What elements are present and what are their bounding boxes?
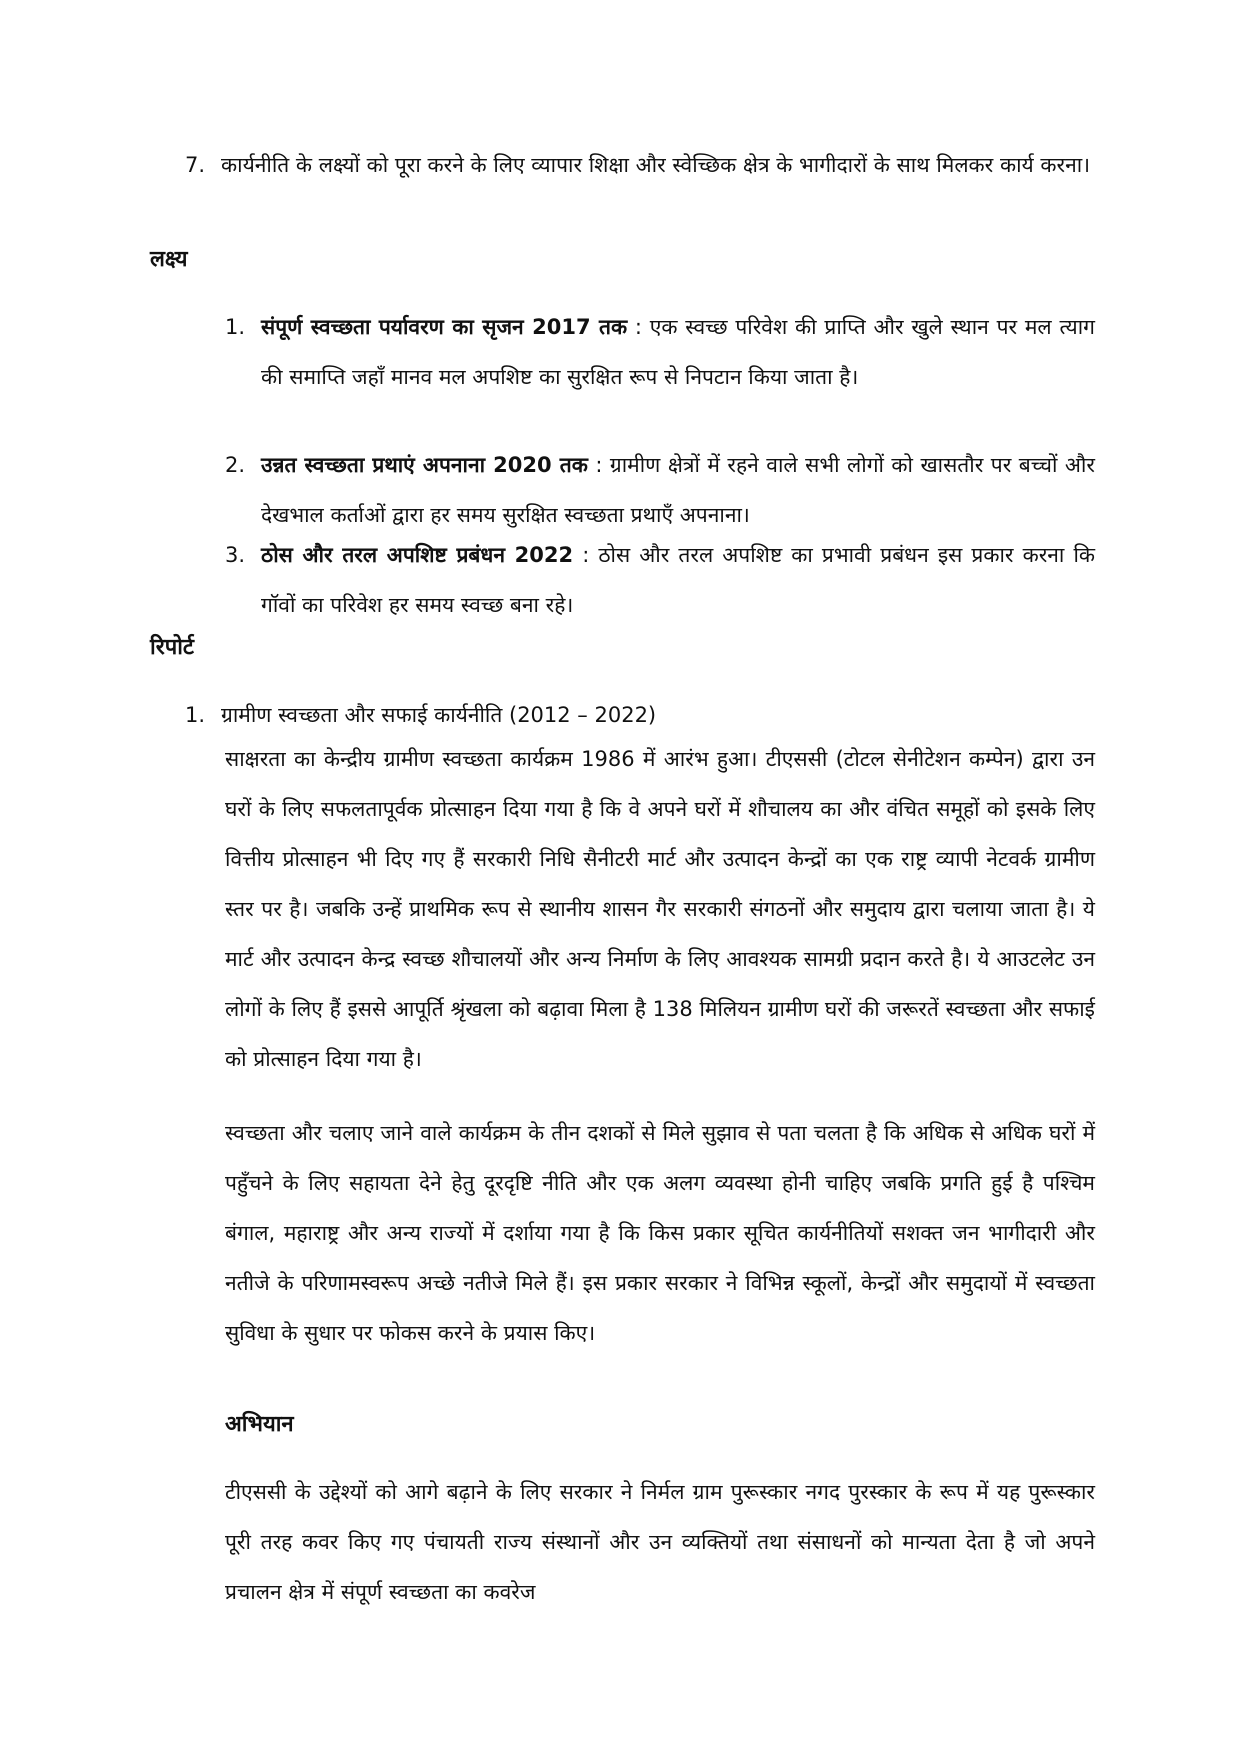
goal-body [261, 302, 1095, 402]
goal-title: उन्नत स्वच्छता प्रथाएं अपनाना 2020 तक [261, 453, 588, 477]
goals-heading: लक्ष्य [150, 247, 188, 272]
goal-title: ठोस और तरल अपशिष्ट प्रबंधन 2022 [261, 543, 574, 567]
report-paragraph-1: साक्षरता का केन्द्रीय ग्रामीण स्वच्छता कार्यक्रम 1986 में आरंभ हुआ। टीएससी (टोटल सेनीटेशन कम्पेन) द्वारा उन घरों के लिए सफलतापूर्वक प्रोत्साहन दिया गया है कि वे अपने घरों में शौचालय का और वंचित समूहों को इसके लिए वित्तीय प्रोत्साहन भी दिए गए हैं सरकारी निधि सैनीटरी मार्ट और उत्पादन केन्द्रों का एक राष्ट्र व्यापी नेटवर्क ग्रामीण स्तर पर है। जबकि उन्हें प्राथमिक रूप से स्थानीय शासन गैर सरकारी संगठनों और समुदाय द्वारा चलाया जाता है। ये मार्ट और उत्पादन केन्द्र स्वच्छ शौचालयों और अन्य निर्माण के लिए आवश्यक सामग्री प्रदान करते है। ये आउटलेट उन लोगों के लिए हैं इससे आपूर्ति श्रृंखला को बढ़ावा मिला है 138 मिलियन ग्रामीण घरों की जरूरतें स्वच्छता और सफाई को प्रोत्साहन दिया गया है। [225, 747, 1095, 1071]
goal-item-1 [225, 302, 1095, 402]
goal-item-3 [225, 530, 1095, 630]
list-number: 1. [225, 315, 246, 339]
list-number: 2. [225, 453, 246, 477]
goal-text: : ग्रामीण क्षेत्रों में रहने वाले सभी लोगों को खासतौर पर बच्चों और देखभाल कर्ताओं द्वारा हर समय सुरक्षित स्वच्छता प्रथाएँ अपनाना। [261, 453, 1095, 527]
list-text: कार्यनीति के लक्ष्यों को पूरा करने के लिए व्यापार शिक्षा और स्वेच्छिक क्षेत्र के भागीदारों के साथ मिलकर कार्य करना। [221, 153, 1091, 177]
goal-body [261, 440, 1095, 540]
list-number: 7. [185, 153, 206, 177]
campaign-heading: अभियान [225, 1412, 294, 1437]
list-number: 1. [185, 703, 206, 727]
goal-text: : एक स्वच्छ परिवेश की प्राप्ति और खुले स्थान पर मल त्याग की समाप्ति जहॉं मानव मल अपशिष्ट का सुरक्षित रूप से निपटान किया जाता है। [261, 315, 1095, 389]
report-item-title: ग्रामीण स्वच्छता और सफाई कार्यनीति (2012 – 2022) [221, 703, 657, 727]
goal-title: संपूर्ण स्वच्छता पर्यावरण का सृजन 2017 तक [261, 315, 628, 339]
report-heading: रिपोर्ट [150, 635, 194, 660]
report-list-item [185, 690, 1095, 740]
campaign-paragraph: टीएससी के उद्देश्यों को आगे बढ़ाने के लिए सरकार ने निर्मल ग्राम पुरूस्कार नगद पुरस्कार के रूप में यह पुरूस्कार पूरी तरह कवर किए गए पंचायती राज्य संस्थानों और उन व्यक्तियों तथा संसाधनों को मान्यता देता है जो अपने प्रचालन क्षेत्र में संपूर्ण स्वच्छता का कवरेज [225, 1480, 1095, 1604]
goal-text: : ठोस और तरल अपशिष्ट का प्रभावी प्रबंधन इस प्रकार करना कि गॉवों का परिवेश हर समय स्वच्छ बना रहे। [261, 543, 1096, 617]
report-paragraph-2: स्वच्छता और चलाए जाने वाले कार्यक्रम के तीन दशकों से मिले सुझाव से पता चलता है कि अधिक से अधिक घरों में पहुँचने के लिए सहायता देने हेतु दूरदृष्टि नीति और एक अलग व्यवस्था होनी चाहिए जबकि प्रगति हुई है पश्चिम बंगाल, महाराष्ट्र और अन्य राज्यों में दर्शाया गया है कि किस प्रकार सूचित कार्यनीतियों सशक्त जन भागीदारी और नतीजे के परिणामस्वरूप अच्छे नतीजे मिले हैं। इस प्रकार सरकार ने विभिन्न स्कूलों, केन्द्रों और समुदायों में स्वच्छता सुविधा के सुधार पर फोकस करने के प्रयास किए। [225, 1121, 1095, 1345]
goal-body [261, 530, 1095, 630]
goal-item-2 [225, 440, 1095, 540]
intro-list-item [185, 140, 1095, 190]
list-number: 3. [225, 543, 246, 567]
